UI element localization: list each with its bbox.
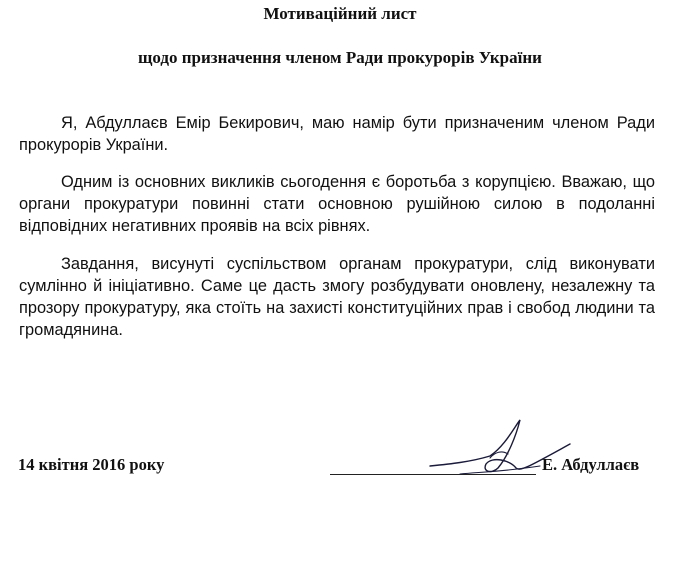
handwritten-signature — [420, 416, 580, 486]
letter-date: 14 квітня 2016 року — [18, 455, 165, 474]
paragraph-corruption: Одним із основних викликів сьогодення є боротьба з корупцією. Вважаю, що органи прокуратури повинні стати основною рушійною силою в подоланні відповідних негативних проявів на всіх рівнях. — [19, 173, 655, 235]
letter-title: Мотиваційний лист — [263, 4, 417, 23]
signer-name: Е. Абдуллаєв — [542, 455, 640, 474]
paragraph-intro: Я, Абдуллаєв Емір Бекирович, маю намір бути призначеним членом Ради прокурорів України. — [19, 114, 655, 154]
paragraph-tasks: Завдання, висунуті суспільством органам прокуратури, слід виконувати сумлінно й ініціативно. Саме це дасть змогу розбудувати оновлену, незалежну та прозору прокуратуру, яка стоїть на захисті конституційних прав і свобод людини та громадянина. — [19, 255, 655, 339]
letter-subtitle: щодо призначення членом Ради прокурорів України — [138, 48, 542, 67]
